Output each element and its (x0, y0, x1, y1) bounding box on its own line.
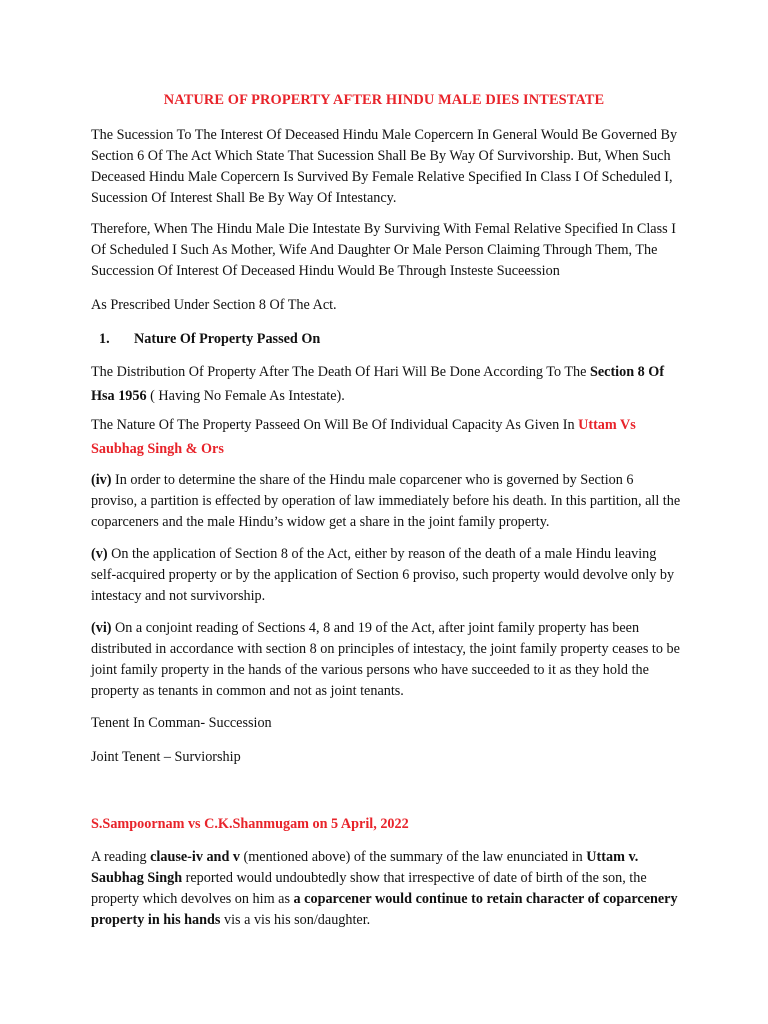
clause-text: In order to determine the share of the Hindu male coparcener who is governed by Section 6 proviso, a partition is effected by operation of law immediately before his death. In this partition, all the coparceners and the male Hindu’s widow get a share in the joint family property. (91, 472, 681, 530)
paragraph-reading-clauses (91, 847, 681, 931)
clause-v (91, 544, 681, 607)
clause-text: On the application of Section 8 of the Act, either by reason of the death of a male Hindu leaving self-acquired property or by the application of Section 6 proviso, such property would devolve only by intestacy and not survivorship. (91, 546, 675, 604)
distribution-note: ( Having No Female As Intestate). (146, 387, 345, 404)
case-citation-uttam: Uttam Vs Saubhag Singh & Ors (91, 417, 636, 457)
note-joint-tenant: Joint Tenent – Surviorship (91, 749, 241, 765)
clause-label: (iv) (91, 472, 112, 488)
distribution-text: The Distribution Of Property After The Death Of Hari Will Be Done According To The (91, 364, 590, 380)
case-heading-text: S.Sampoornam vs C.K.Shanmugam on 5 April, 2022 (91, 816, 409, 832)
reading-bold-conclusion: a coparcener would continue to retain character of coparcenery property in his hands (91, 891, 678, 928)
clause-text: On a conjoint reading of Sections 4, 8 and 19 of the Act, after joint family property has been distributed in accordance with section 8 on principles of intestacy, the joint family property ceases to be joint family property in the hands of the various persons who have succeeded to it as they hold the property as tenants in common and not as joint tenants. (91, 620, 680, 699)
case-heading-sampoornam (91, 814, 681, 835)
paragraph-intestate-succession: Therefore, When The Hindu Male Die Intestate By Surviving With Femal Relative Specified In Class I Of Scheduled I Such As Mother, Wife And Daughter Or Male Person Claiming Through Them, The Succession Of Interest Of Deceased Hindu Would Be Through Insteste Suceession (91, 221, 676, 279)
statute-reference: Section 8 Of Hsa 1956 (91, 364, 665, 404)
section-heading-nature-of-property (91, 329, 681, 350)
section-heading-text: Nature Of Property Passed On (134, 331, 321, 347)
clause-vi (91, 618, 681, 702)
section-number: 1. (99, 331, 110, 347)
reading-text-3: reported would undoubtedly show that irrespective of date of birth of the son, the property which devolves on him as (91, 870, 647, 907)
paragraph-individual-capacity (91, 414, 681, 461)
clause-iv (91, 470, 681, 533)
clause-label: (v) (91, 546, 108, 562)
note-tenant-in-common: Tenent In Comman- Succession (91, 715, 272, 731)
reading-text-2: (mentioned above) of the summary of the law enunciated in (239, 849, 587, 865)
paragraph-prescribed-section: As Prescribed Under Section 8 Of The Act. (91, 297, 337, 313)
clause-label: (vi) (91, 620, 112, 636)
document-title: NATURE OF PROPERTY AFTER HINDU MALE DIES INTESTATE (163, 92, 605, 108)
reading-bold-case: Uttam v. Saubhag Singh (91, 849, 639, 886)
capacity-text: The Nature Of The Property Passeed On Will Be Of Individual Capacity As Given In (91, 417, 579, 433)
reading-text-1: A reading (91, 849, 151, 865)
reading-text-4: vis a vis his son/daughter. (220, 912, 371, 928)
paragraph-distribution (91, 361, 681, 408)
paragraph-succession-intro: The Sucession To The Interest Of Deceased Hindu Male Copercern In General Would Be Governed By Section 6 Of The Act Which State That Sucession Shall Be By Way Of Survivorship. But, When Such Deceased Hindu Male Copercern Is Survived By Female Relative Specified In Class I Of Scheduled I, Sucession Of Interest Shall Be By Way Of Intestancy. (91, 127, 678, 206)
reading-bold-clauses: clause-iv and v (150, 849, 240, 865)
